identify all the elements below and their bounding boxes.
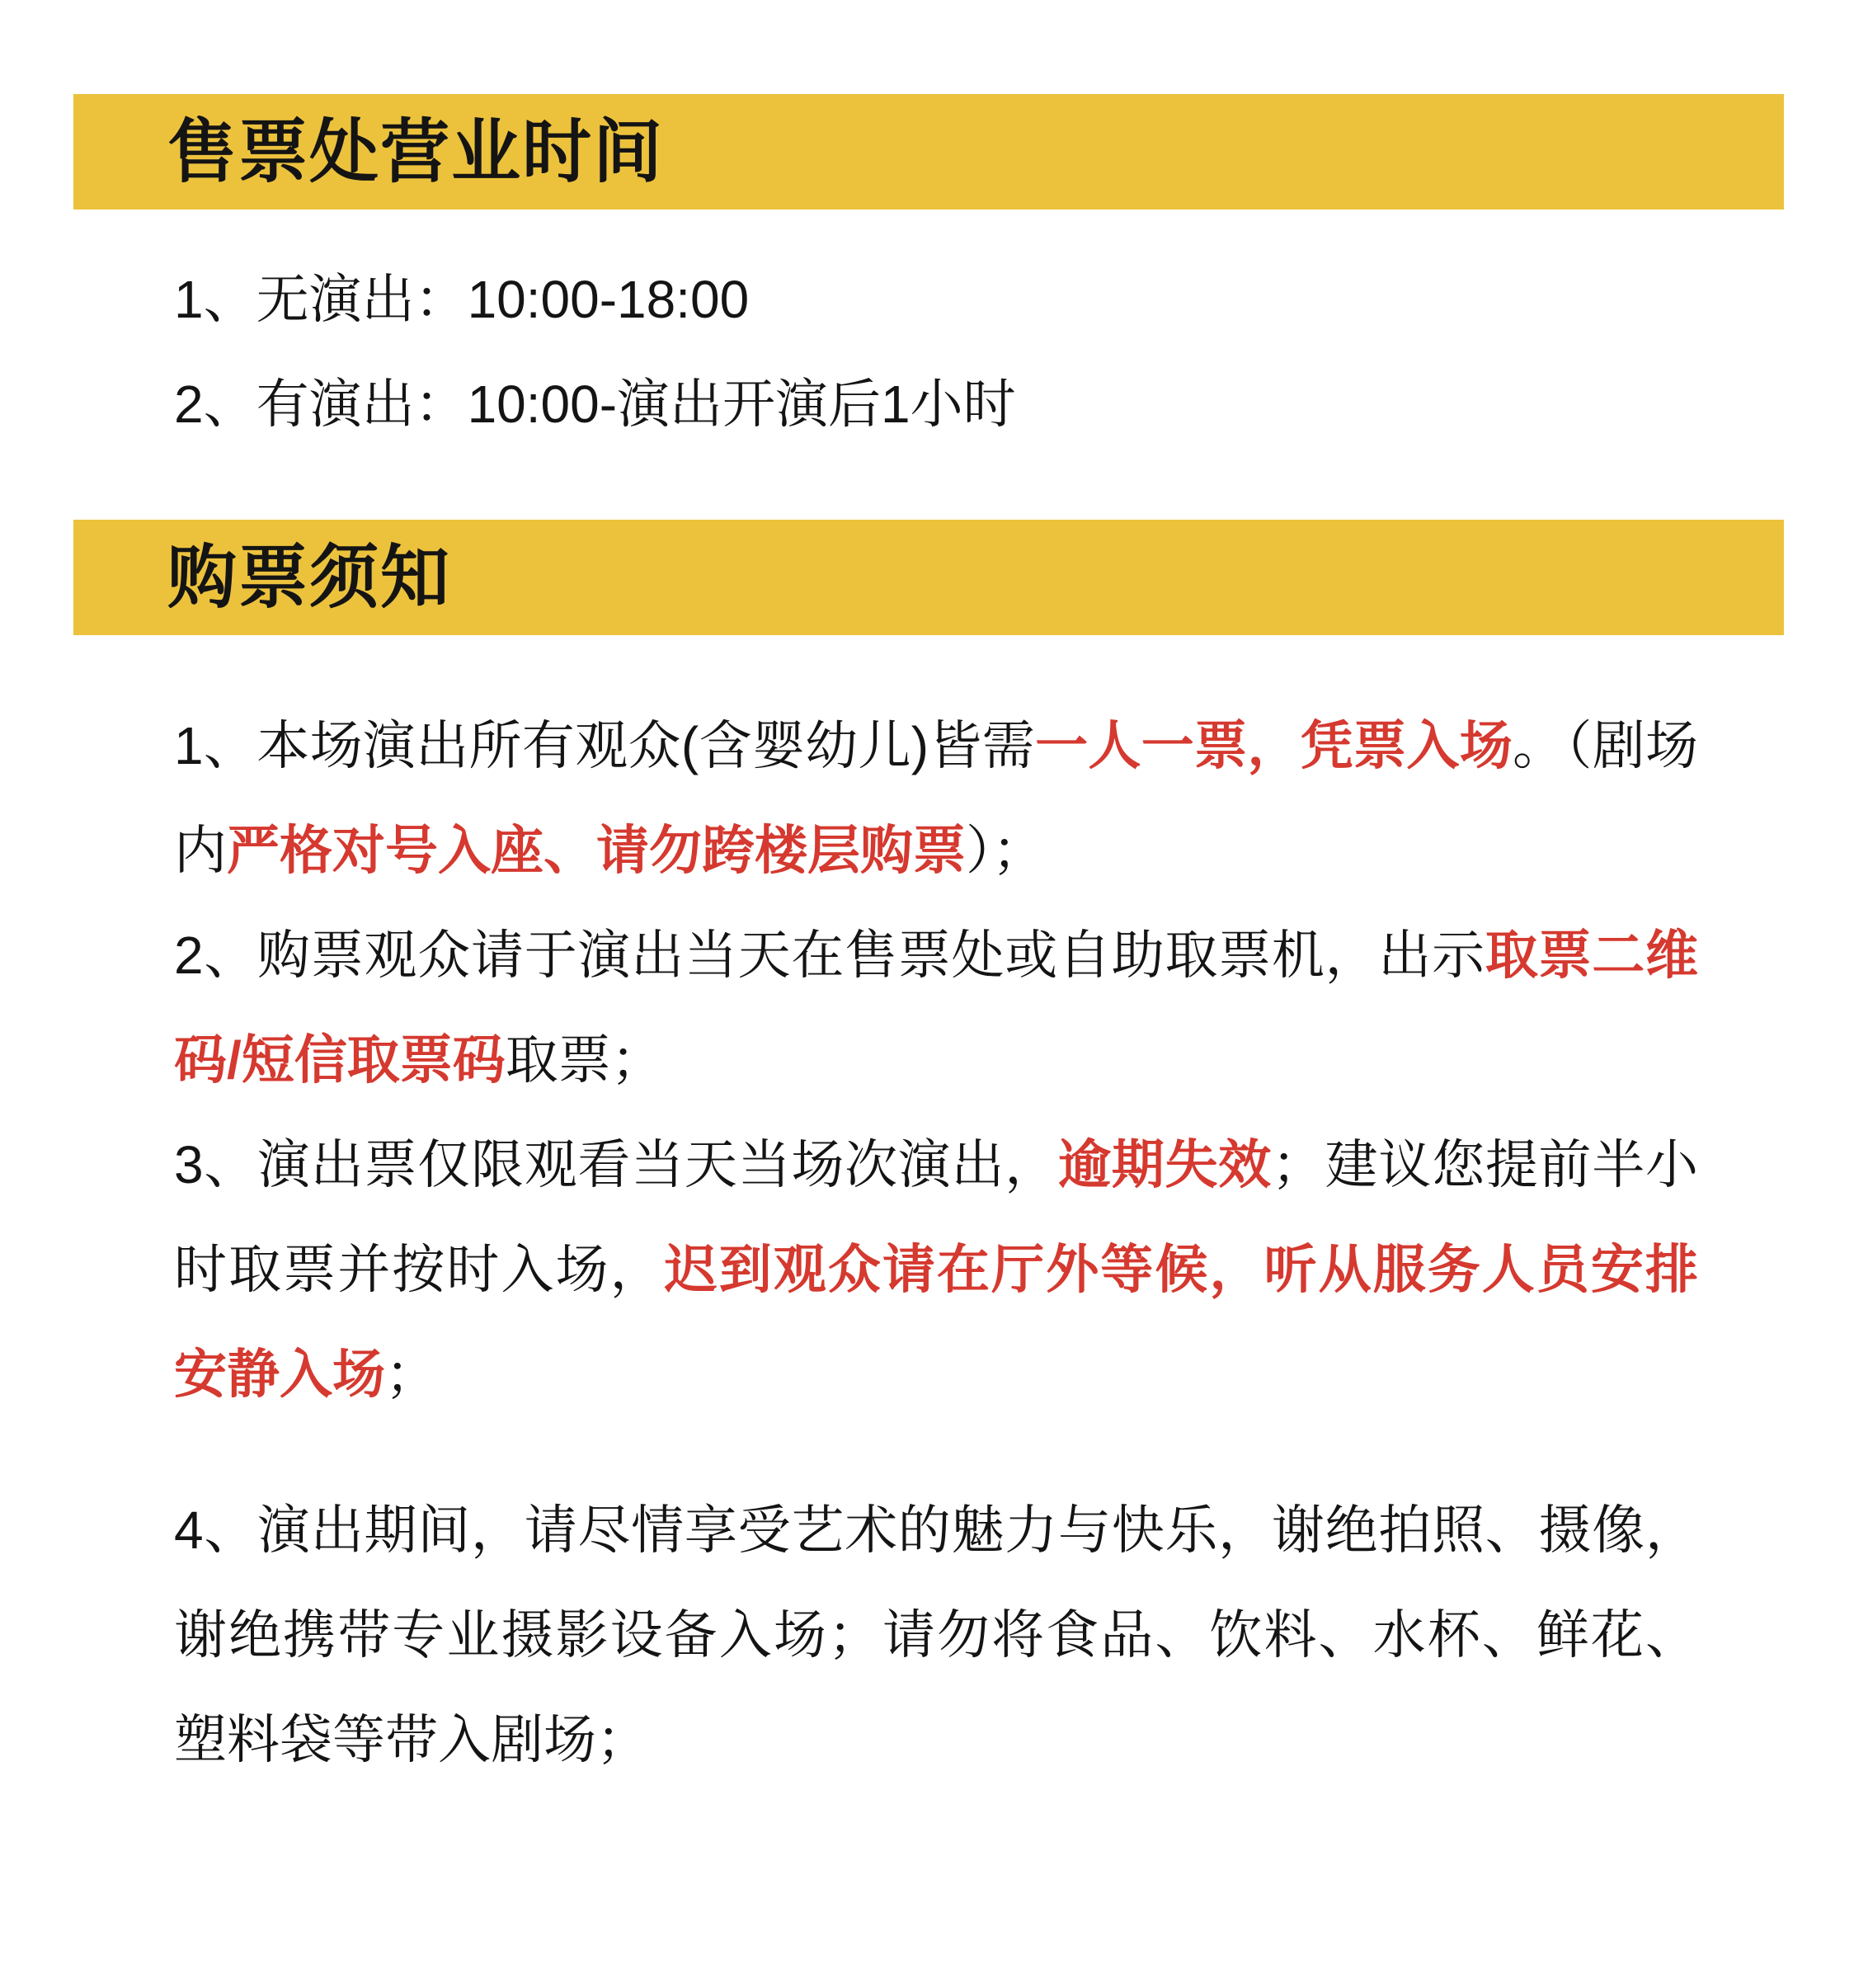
notice-paragraph [174, 903, 1698, 1113]
notice-banner-title: 购票须知 [167, 539, 452, 616]
body-text: 。（剧场内 [174, 716, 1699, 880]
hours-banner-title: 售票处营业时间 [167, 113, 665, 191]
body-text: ； [385, 1345, 438, 1404]
notice-paragraph [174, 1478, 1698, 1792]
highlight-text: 迟到观众请在厅外等候，听从服务人员安排安静入场 [174, 1240, 1699, 1404]
hours-item: 2、有演出：10:00-演出开演后1小时 [174, 375, 1016, 434]
body-text: 1、本场演出所有观众(含婴幼儿)皆需 [174, 716, 1036, 775]
body-text: ）； [966, 821, 1045, 880]
notice-paragraph-list [174, 694, 1698, 1792]
hours-banner [73, 94, 1784, 210]
hours-list [174, 247, 1854, 457]
highlight-text: 一人一票，凭票入场 [1035, 716, 1513, 775]
body-text: 取票； [505, 1030, 664, 1090]
body-text: ；建议您提前半小时取票并按时入场， [174, 1135, 1699, 1299]
highlight-text: 取票二维码/短信取票码 [174, 926, 1698, 1090]
notice-paragraph [174, 1113, 1698, 1427]
body-text: 2、购票观众请于演出当天在售票处或自助取票机，出示 [174, 926, 1485, 985]
body-text: 3、演出票仅限观看当天当场次演出， [174, 1135, 1058, 1194]
notice-paragraph [174, 694, 1698, 903]
body-text: 4、演出期间，请尽情享受艺术的魅力与快乐，谢绝拍照、摄像，谢绝携带专业摄影设备入场；请勿将食品、饮料、水杯、鲜花、塑料袋等带入剧场； [174, 1500, 1698, 1769]
notice-banner [73, 520, 1784, 635]
highlight-text: 逾期失效 [1057, 1135, 1272, 1194]
ticket-notice-page [0, 94, 1854, 1988]
highlight-text: 严格对号入座、请勿跨楼层购票 [227, 821, 966, 880]
hours-item: 1、无演出：10:00-18:00 [174, 270, 750, 329]
